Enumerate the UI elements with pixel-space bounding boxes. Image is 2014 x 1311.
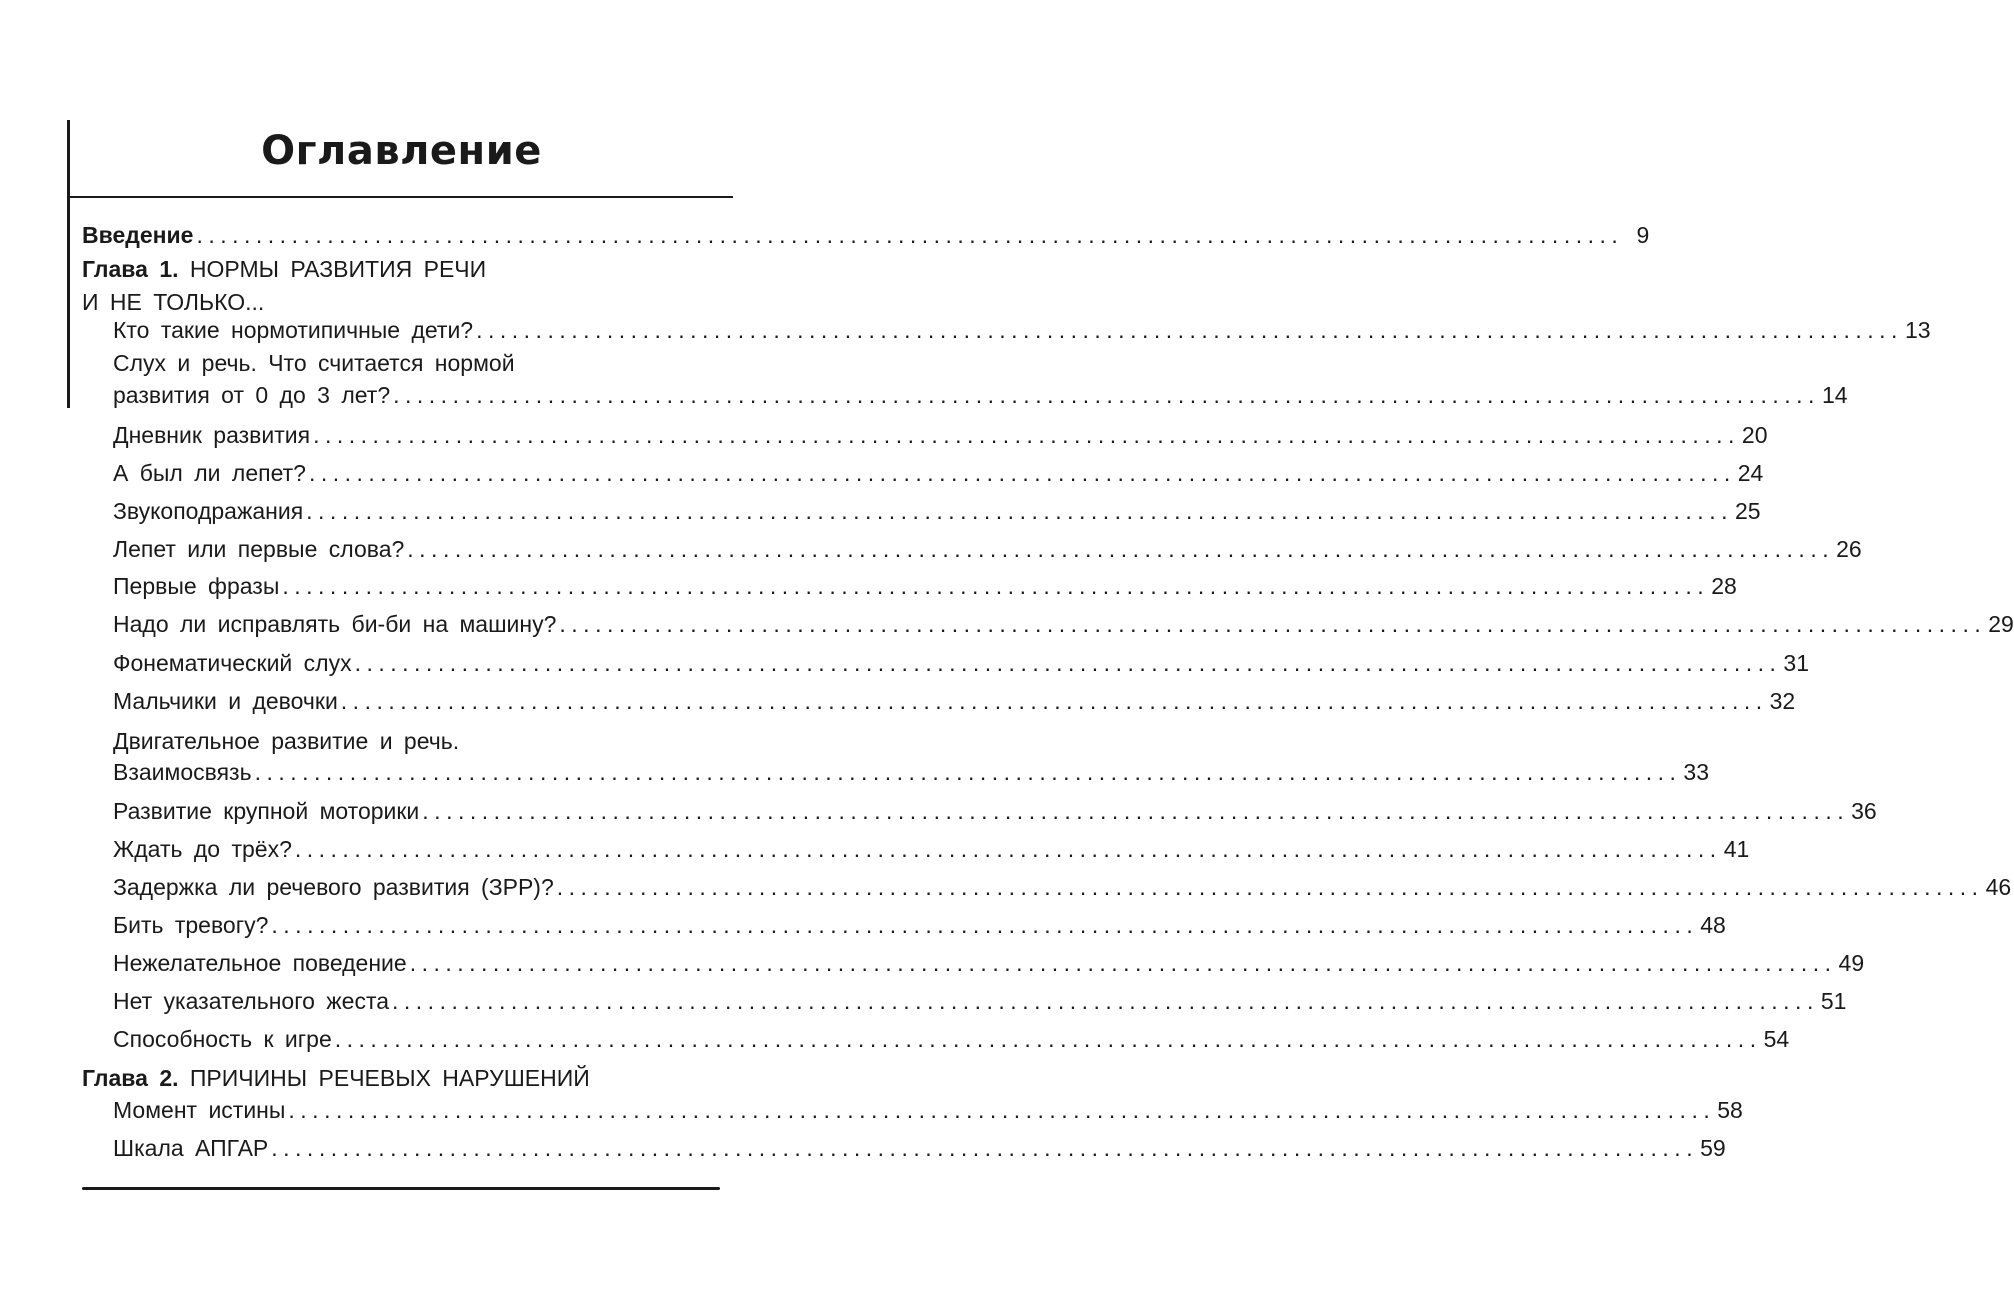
toc-entry xyxy=(113,1095,1743,1125)
toc-entry-bold-label: Глава 1. xyxy=(82,256,179,282)
toc-entry-title xyxy=(113,1024,332,1054)
toc-entry xyxy=(82,254,713,284)
toc-page-number: 14 xyxy=(1821,382,1848,408)
toc-entry xyxy=(82,287,713,317)
toc-page-number: 26 xyxy=(1836,536,1862,562)
toc-dot-leader: ........................................................................................................................ xyxy=(313,422,1740,448)
toc-entry-title xyxy=(113,1095,285,1125)
toc-entry-title xyxy=(113,534,404,564)
toc-dot-leader: ........................................................................................................................ xyxy=(196,222,1624,248)
toc-entry xyxy=(113,315,1931,345)
toc-entry-text: Нет указательного жеста xyxy=(113,988,390,1014)
toc-entry-text: Двигательное развитие и речь. xyxy=(113,728,460,754)
toc-entry-title xyxy=(113,609,556,639)
toc-entry-text: Ждать до трёх? xyxy=(113,836,292,862)
toc-entry xyxy=(113,534,1862,564)
toc-dot-leader: ........................................................................................................................ xyxy=(392,988,1819,1014)
toc-entry-text: А был ли лепет? xyxy=(113,460,306,486)
toc-dot-leader: ........................................................................................................................ xyxy=(407,536,1835,562)
bottom-rule xyxy=(82,1187,720,1190)
toc-entry-title xyxy=(82,1063,590,1093)
toc-entry xyxy=(82,220,1650,250)
toc-entry xyxy=(113,834,1750,864)
toc-page-number: 46 xyxy=(1985,874,2012,900)
toc-entry-text: Взаимосвязь xyxy=(113,759,252,785)
toc-dot-leader: ........................................................................................................................ xyxy=(254,759,1682,785)
toc-entry-text: развития от 0 до 3 лет? xyxy=(113,382,391,408)
toc-dot-leader: ........................................................................................................................ xyxy=(422,798,1850,824)
toc-page-number: 49 xyxy=(1838,950,1865,976)
toc-entry xyxy=(113,420,1768,450)
toc-page-number: 25 xyxy=(1734,498,1761,524)
toc-entry-text: Звукоподражания xyxy=(113,498,304,524)
toc-dot-leader: ........................................................................................................................ xyxy=(271,1135,1699,1161)
toc-entry xyxy=(113,796,1877,826)
toc-page-number: 32 xyxy=(1769,688,1796,714)
toc-page-number: 28 xyxy=(1711,573,1737,599)
toc-entry xyxy=(82,1063,713,1093)
toc-entry-title xyxy=(113,872,554,902)
toc-entry-title xyxy=(82,287,264,317)
toc-entry-title xyxy=(113,757,252,787)
toc-entry-text: Слух и речь. Что считается нормой xyxy=(113,350,515,376)
toc-entry xyxy=(113,496,1761,526)
toc-entry-bold-label: Глава 2. xyxy=(82,1065,179,1091)
toc-entry xyxy=(113,726,713,756)
toc-page-number: 51 xyxy=(1820,988,1847,1014)
toc-entry xyxy=(113,348,713,378)
toc-entry xyxy=(113,609,2014,639)
toc-entry xyxy=(113,948,1865,978)
toc-entry-title xyxy=(113,420,310,450)
toc-entry xyxy=(113,571,1737,601)
toc-page-number: 33 xyxy=(1683,759,1709,785)
toc-entry xyxy=(113,686,1796,716)
toc-page-number: 48 xyxy=(1700,912,1726,938)
toc-page-number: 41 xyxy=(1723,836,1750,862)
toc-entry-title xyxy=(113,380,390,410)
toc-dot-leader: ........................................................................................................................ xyxy=(308,460,1736,486)
toc-entry-text: Нежелательное поведение xyxy=(113,950,407,976)
toc-entry-text: НОРМЫ РАЗВИТИЯ РЕЧИ xyxy=(178,256,487,282)
toc-entry-title xyxy=(113,648,352,678)
toc-entry-title xyxy=(113,986,389,1016)
toc-entry xyxy=(113,648,1810,678)
toc-entry xyxy=(113,380,1848,410)
toc-entry-text: Способность к игре xyxy=(113,1026,332,1052)
toc-entry-text: Фонематический слух xyxy=(113,650,352,676)
toc-entry xyxy=(113,757,1709,787)
toc-page-number: 31 xyxy=(1783,650,1810,676)
toc-entry-text: Кто такие нормотипичные дети? xyxy=(113,317,474,343)
toc-dot-leader: ........................................................................................................................ xyxy=(334,1026,1762,1052)
toc-dot-leader: ........................................................................................................................ xyxy=(294,836,1722,862)
toc-entry-text: Бить тревогу? xyxy=(113,912,269,938)
toc-page-number: 9 xyxy=(1636,222,1650,248)
toc-entry-title xyxy=(82,254,486,284)
toc-dot-leader: ........................................................................................................................ xyxy=(288,1097,1716,1123)
toc-entry-title xyxy=(113,834,292,864)
toc-entry-text: И НЕ ТОЛЬКО... xyxy=(82,289,265,315)
toc-page-number: 36 xyxy=(1851,798,1877,824)
toc-entry-text: ПРИЧИНЫ РЕЧЕВЫХ НАРУШЕНИЙ xyxy=(178,1065,590,1091)
toc-entry-text: Момент истины xyxy=(113,1097,286,1123)
toc-entry-bold-label: Введение xyxy=(82,222,194,248)
toc-entry-title xyxy=(113,910,268,940)
toc-entry-text: Дневник развития xyxy=(113,422,311,448)
toc-dot-leader: ........................................................................................................................ xyxy=(556,874,1984,900)
toc-entry-title xyxy=(82,220,193,250)
toc-entry-title xyxy=(113,496,303,526)
toc-entry xyxy=(113,872,2012,902)
toc-entry xyxy=(113,458,1764,488)
toc-entry-title xyxy=(113,948,407,978)
toc-entry-title xyxy=(113,1133,268,1163)
toc-dot-leader: ........................................................................................................................ xyxy=(476,317,1903,343)
toc-dot-leader: ........................................................................................................................ xyxy=(393,382,1820,408)
toc-dot-leader: ........................................................................................................................ xyxy=(306,498,1733,524)
toc-page-number: 24 xyxy=(1737,460,1764,486)
toc-page-number: 54 xyxy=(1763,1026,1790,1052)
toc-entry-text: Мальчики и девочки xyxy=(113,688,338,714)
toc-entry-text: Задержка ли речевого развития (ЗРР)? xyxy=(113,874,554,900)
toc-dot-leader: ........................................................................................................................ xyxy=(340,688,1768,714)
toc-page-number: 29 xyxy=(1988,611,2014,637)
toc-entry xyxy=(113,910,1726,940)
toc-page-number: 20 xyxy=(1741,422,1768,448)
toc-entry-title xyxy=(113,796,419,826)
toc-page-number: 58 xyxy=(1717,1097,1743,1123)
toc-dot-leader: ........................................................................................................................ xyxy=(282,573,1710,599)
toc-dot-leader: ........................................................................................................................ xyxy=(354,650,1782,676)
toc-entry-text: Развитие крупной моторики xyxy=(113,798,420,824)
toc-dot-leader: ........................................................................................................................ xyxy=(409,950,1837,976)
toc-entry-text: Лепет или первые слова? xyxy=(113,536,405,562)
toc-dot-leader: ........................................................................................................................ xyxy=(271,912,1699,938)
toc-entry xyxy=(113,1133,1726,1163)
toc-entry-text: Надо ли исправлять би-би на машину? xyxy=(113,611,557,637)
toc-entry-text: Первые фразы xyxy=(113,573,280,599)
page-title: Оглавление xyxy=(261,128,542,174)
toc-entry-title xyxy=(113,458,306,488)
toc-entry-title xyxy=(113,686,338,716)
toc-entry-title xyxy=(113,315,473,345)
toc-dot-leader: ........................................................................................................................ xyxy=(559,611,1987,637)
toc-entry-text: Шкала АПГАР xyxy=(113,1135,269,1161)
toc-page-number: 59 xyxy=(1700,1135,1726,1161)
toc-entry xyxy=(113,1024,1790,1054)
toc-entry-title xyxy=(113,348,515,378)
toc-entry xyxy=(113,986,1847,1016)
toc-page-number: 13 xyxy=(1904,317,1931,343)
toc-entry-title xyxy=(113,571,279,601)
toc-entry-title xyxy=(113,726,459,756)
